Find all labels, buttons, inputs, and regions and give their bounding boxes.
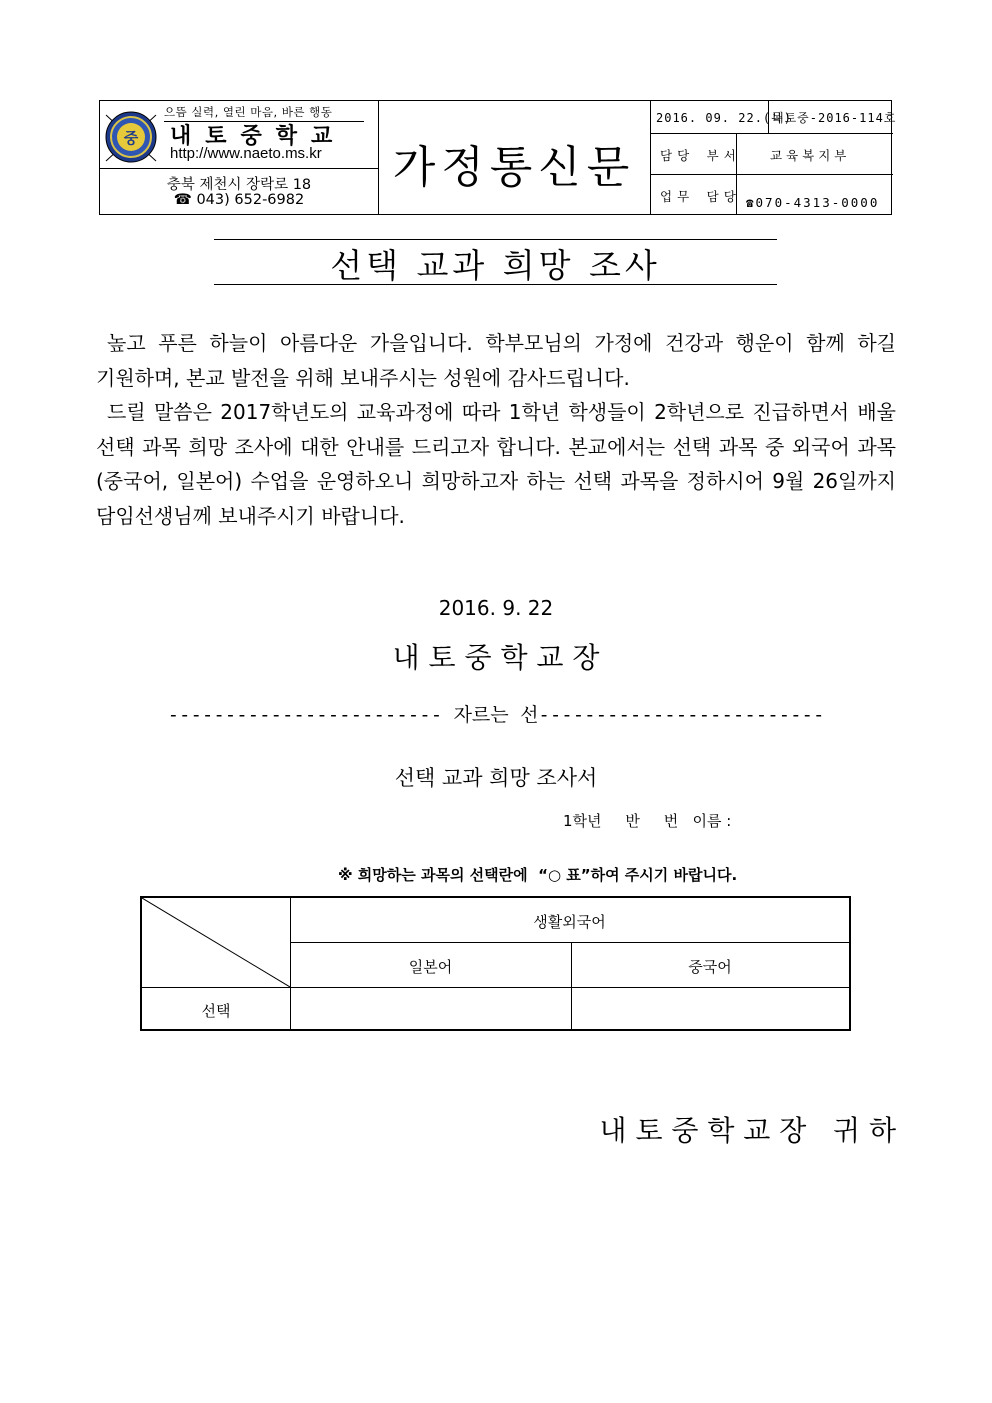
column-japanese: 일본어 — [408, 958, 453, 976]
principal-name: 내 토 중 학 교 장 — [392, 641, 600, 674]
school-address: 충북 제천시 장락로 18 — [166, 177, 312, 193]
table-diagonal — [142, 898, 290, 987]
newsletter-header — [99, 100, 897, 215]
select-japanese-cell[interactable] — [291, 988, 571, 1029]
headline-bottom-rule — [214, 284, 777, 285]
header-divider — [650, 101, 651, 214]
form-title: 선택 교과 희망 조사서 — [394, 766, 598, 790]
form-instruction: ※ 희망하는 과목의 선택란에 “○ 표”하여 주시기 바랍니다. — [338, 866, 738, 884]
emblem-text: 중 — [123, 129, 139, 147]
contact-label: 업무 담당 — [660, 189, 741, 204]
row-label-select: 선택 — [201, 1002, 231, 1020]
table-group-header: 생활외국어 — [533, 913, 606, 931]
cut-line: ------------------------ 자르는 선------------------------- — [167, 704, 825, 726]
signoff-date: 2016. 9. 22 — [438, 596, 554, 620]
school-name: 내토중학교 — [170, 124, 347, 149]
column-chinese: 중국어 — [688, 958, 732, 976]
survey-table — [140, 896, 851, 1031]
letter-body — [96, 326, 896, 534]
form-addressee: 내 토 중 학 교 장 귀 하 — [599, 1114, 896, 1147]
paragraph: 드릴 말씀은 2017학년도의 교육과정에 따라 1학년 학생들이 2학년으로 진급하면서 배울 선택 과목 희망 조사에 대한 안내를 드리고자 합니다. 본교에서는 선택 과목 중 외국어 과목(중국어, 일본어) 수업을 운영하오니 희망하고자 하는 선택 과목을 정하시어 9월 26일까지 담임선생님께 보내주시기 바랍니다. — [96, 400, 896, 528]
headline: 선택 교과 희망 조사 — [330, 246, 661, 285]
select-chinese-cell[interactable] — [572, 988, 849, 1029]
paragraph: 높고 푸른 하늘이 아름다운 가을입니다. 학부모님의 가정에 건강과 행운이 함께 하길 기원하며, 본교 발전을 위해 보내주시는 성원에 감사드립니다. — [96, 331, 896, 390]
school-motto: 으뜸 실력, 열린 마음, 바른 행동 — [164, 105, 333, 119]
phone-icon: ☎ — [173, 192, 192, 208]
newsletter-title: 가정통신문 — [392, 142, 636, 193]
student-info-line[interactable]: 1학년 반 번 이름 : — [563, 812, 732, 830]
school-url[interactable]: http://www.naeto.ms.kr — [170, 145, 322, 162]
contact-value: ☎070-4313-0000 — [746, 195, 880, 210]
header-divider — [650, 133, 893, 134]
department-label: 담당 부서 — [660, 148, 741, 163]
header-divider — [650, 174, 893, 175]
school-phone: 043) 652-6982 — [196, 192, 305, 208]
document-number: 내토중-2016-114호 — [772, 111, 897, 125]
issue-date: 2016. 09. 22.(목) — [656, 111, 792, 125]
school-emblem-icon — [104, 105, 158, 165]
school-phone-row — [100, 192, 378, 208]
header-divider — [100, 168, 378, 169]
department-value: 교육복지부 — [770, 148, 851, 163]
table-divider — [290, 942, 849, 943]
